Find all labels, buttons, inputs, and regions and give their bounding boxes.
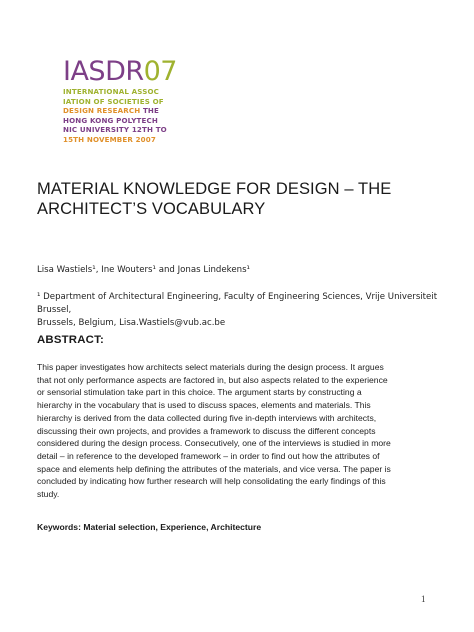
abstract-line: detail – in reference to the developed framework – in order to find out how the attributes of — [37, 451, 380, 462]
paper-title-line: MATERIAL KNOWLEDGE FOR DESIGN – THE — [37, 180, 392, 198]
affiliation-line: Brussels, Belgium, Lisa.Wastiels@vub.ac.be — [37, 318, 226, 328]
abstract-heading: ABSTRACT: — [37, 334, 104, 346]
author-list: Lisa Wastiels¹, Ine Wouters¹ and Jonas Lindekens¹ — [37, 265, 251, 275]
logo-iasdr-text: IASDR — [63, 56, 144, 87]
abstract-body — [37, 361, 447, 501]
abstract-line: considered during the design process. Consecutively, one of the interviews is studied in more — [37, 438, 391, 449]
logo-line: 15TH NOVEMBER 2007 — [63, 134, 156, 144]
abstract-line: This paper investigates how architects select materials during the design process. It argues — [37, 362, 384, 372]
keywords: Keywords: Material selection, Experience, Architecture — [37, 522, 262, 532]
logo-year-text: 07 — [143, 56, 177, 87]
logo-wordmark — [63, 58, 223, 86]
abstract-line: that not only performance aspects are factored in, but also aspects related to the experience — [37, 374, 388, 385]
logo-line: IATION OF SOCIETIES OF — [63, 96, 164, 106]
logo-line: INTERNATIONAL ASSOC — [63, 87, 159, 96]
logo-line: HONG KONG POLYTECH — [63, 115, 158, 125]
page-number: 1 — [421, 594, 426, 604]
abstract-line: space and elements help defining the attributes of the materials, and vice versa. The paper is — [37, 463, 391, 474]
abstract-line: discussing their own projects, and provides a framework to discuss the different concepts — [37, 425, 376, 436]
affiliation-line: ¹ Department of Architectural Engineering, Faculty of Engineering Sciences, Vrije Universiteit Brussel, — [37, 292, 438, 315]
paper-title — [37, 179, 447, 219]
paper-title-line: ARCHITECT’S VOCABULARY — [37, 200, 266, 218]
iasdr-logo — [63, 58, 223, 145]
abstract-line: hierarchy in the vocabulary that is used to discuss spaces, elements and materials. This — [37, 400, 371, 411]
logo-line: DESIGN RESEARCH THE — [63, 106, 160, 116]
affiliation — [37, 291, 442, 330]
abstract-line: study. — [37, 489, 60, 500]
abstract-line: hierarchy is derived from the data collected during five in-depth interviews with architects, — [37, 412, 377, 423]
logo-tagline — [63, 87, 223, 145]
abstract-line: or sensorial stimulation take part in this choice. The argument starts by constructing a — [37, 387, 362, 398]
abstract-line: concluded by indicating how further research will help consolidating the early findings of this — [37, 476, 386, 487]
logo-line: NIC UNIVERSITY 12TH TO — [63, 125, 167, 135]
